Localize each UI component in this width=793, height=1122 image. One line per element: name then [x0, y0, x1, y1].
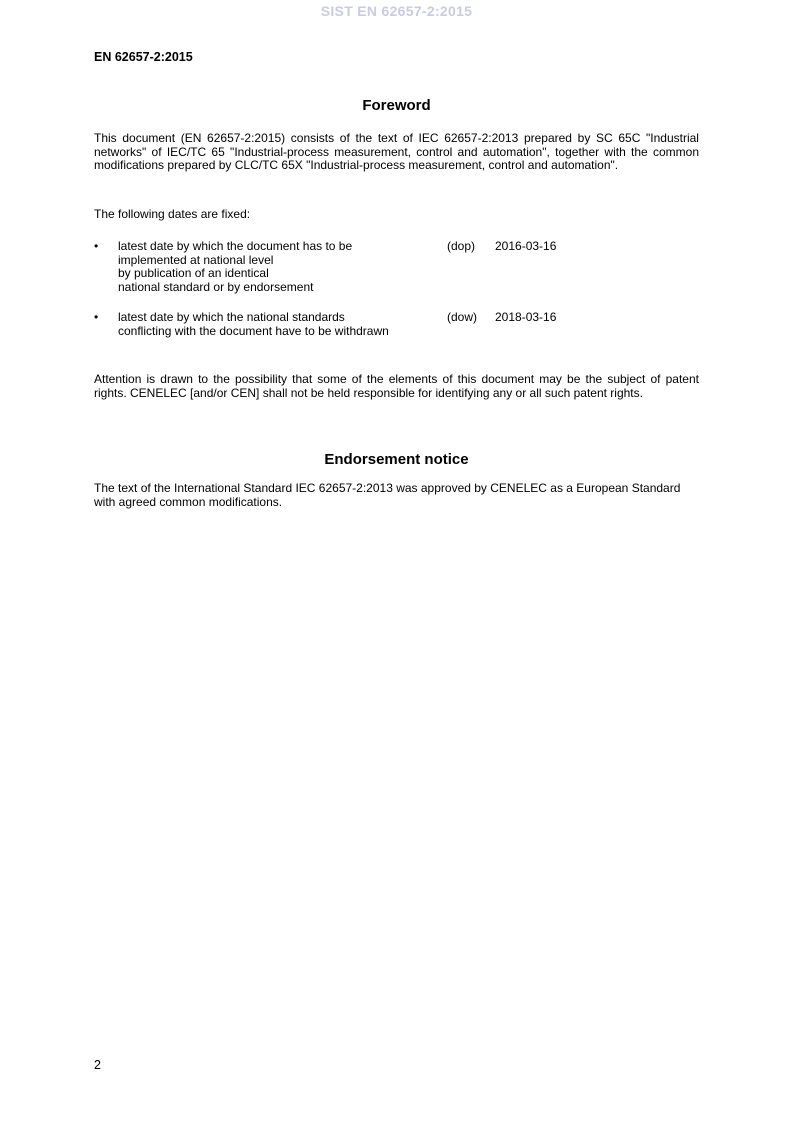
bullet-icon: •: [94, 239, 99, 253]
date-code: (dop): [447, 239, 476, 253]
foreword-intro-line: control and automation".: [488, 158, 619, 173]
date-description-line: latest date by which the document has to be: [118, 239, 353, 253]
foreword-intro-line: SC 65C "Industrial networks" of IEC/TC 65 "Industrial-process measurement, control and automation",: [94, 131, 699, 159]
date-description-line: national standard or by endorsement: [118, 279, 314, 294]
dates-intro: The following dates are fixed:: [94, 207, 251, 221]
date-description: [118, 311, 423, 338]
date-code: (dow): [447, 310, 478, 324]
page-number: 2: [94, 1058, 101, 1072]
foreword-intro-line: This document (EN 62657-2:2015) consists of the text of IEC 62657-2:2013 prepared by: [94, 131, 591, 145]
attention-line: Attention is drawn to the possibility that some of the elements of this document may be the subject of: [94, 372, 661, 386]
foreword-intro-paragraph: [94, 132, 699, 173]
foreword-heading: Foreword: [362, 97, 431, 114]
date-list-item-dow: [94, 311, 699, 341]
document-id: EN 62657-2:2015: [94, 50, 193, 64]
date-description-line: latest date by which the national standards: [118, 310, 345, 324]
date-description-line: implemented at national level: [118, 252, 274, 267]
bullet-icon: •: [94, 310, 99, 324]
date-description-line: conflicting with the document have to be withdrawn: [118, 323, 389, 338]
endorsement-line: Standard with agreed common modifications.: [94, 481, 681, 509]
patent-attention-paragraph: [94, 373, 699, 400]
date-description: [118, 240, 423, 294]
foreword-intro-line: together with the common modifications prepared by CLC/TC 65X "Industrial-process measurement,: [94, 144, 699, 173]
date-list-item-dop: [94, 240, 699, 300]
endorsement-line: The text of the International Standard IEC 62657-2:2013 was approved by CENELEC as a European: [94, 481, 629, 495]
watermark: SIST EN 62657-2:2015: [320, 3, 473, 19]
endorsement-heading: Endorsement notice: [324, 451, 469, 468]
date-value: 2016-03-16: [495, 239, 557, 253]
attention-line: patent rights. CENELEC [and/or CEN] shall not be held responsible for identifying any or all such: [94, 372, 699, 400]
date-value: 2018-03-16: [495, 310, 557, 324]
endorsement-paragraph: [94, 482, 699, 509]
attention-line: patent rights.: [573, 385, 643, 400]
date-description-line: by publication of an identical: [118, 266, 269, 281]
